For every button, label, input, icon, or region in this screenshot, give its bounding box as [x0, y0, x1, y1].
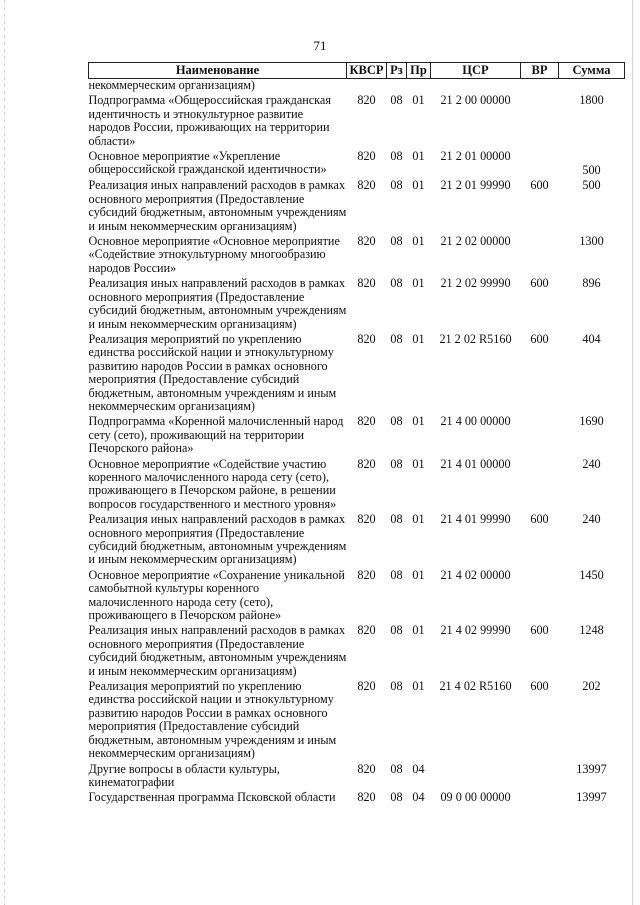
continuation-row [89, 79, 625, 95]
table-row [89, 458, 625, 514]
row-rz: 08 [390, 178, 403, 193]
row-name: Реализация иных направлений расходов в рамках основного мероприятия (Предоставление субсидий бюджетным, автономным учреждениям и иным некоммерческим организациям) [88, 512, 347, 567]
row-pr: 01 [412, 276, 425, 291]
row-pr: 01 [412, 623, 425, 638]
header-kvsr: КВСР [347, 63, 387, 79]
row-vr: 600 [530, 623, 549, 638]
row-pr: 01 [412, 178, 425, 193]
row-rz: 08 [390, 414, 403, 429]
row-name: Основное мероприятие «Содействие участию коренного малочисленного народа сету (сето), проживающего в Печорском районе, в решении вопросов государственного и местного уровня» [88, 456, 337, 511]
row-rz: 08 [390, 456, 403, 471]
table-row [89, 235, 625, 277]
table-row [89, 179, 625, 235]
row-pr: 01 [412, 679, 425, 694]
row-kvsr: 820 [357, 93, 376, 108]
row-sum: 1800 [579, 93, 604, 108]
row-vr [521, 415, 559, 457]
row-sum: 500 [582, 178, 601, 193]
row-csr: 21 2 01 99990 [440, 178, 511, 193]
row-vr [521, 763, 559, 792]
header-rz: Рз [387, 63, 407, 79]
row-sum: 202 [582, 679, 601, 694]
row-csr: 21 4 01 00000 [440, 456, 511, 471]
row-kvsr: 820 [357, 149, 376, 164]
row-pr: 01 [412, 456, 425, 471]
row-vr: 600 [530, 178, 549, 193]
row-rz: 08 [390, 149, 403, 164]
row-pr: 01 [412, 93, 425, 108]
row-csr: 21 4 01 99990 [440, 512, 511, 527]
row-sum: 896 [582, 276, 601, 291]
row-csr [431, 763, 521, 792]
row-rz: 08 [390, 276, 403, 291]
row-kvsr: 820 [357, 178, 376, 193]
row-sum: 13997 [576, 790, 607, 805]
row-name: Реализация иных направлений расходов в рамках основного мероприятия (Предоставление субсидий бюджетным, автономным учреждениям и иным некоммерческим организациям) [88, 623, 347, 678]
row-kvsr: 820 [357, 761, 376, 776]
table-row [89, 94, 625, 150]
row-name: Основное мероприятие «Основное мероприятие «Содействие этнокультурному многообразию народов России» [88, 234, 340, 275]
row-kvsr: 820 [357, 456, 376, 471]
table-row [89, 333, 625, 415]
row-sum: 1248 [579, 623, 604, 638]
row-vr [521, 235, 559, 277]
row-sum: 500 [582, 163, 601, 178]
row-csr: 21 2 02 R5160 [439, 331, 512, 346]
row-vr: 600 [530, 276, 549, 291]
row-csr: 21 4 02 00000 [440, 567, 511, 582]
table-row [89, 569, 625, 625]
row-pr: 01 [412, 414, 425, 429]
row-rz: 08 [390, 331, 403, 346]
header-vr: ВР [521, 63, 559, 79]
row-vr [521, 791, 559, 806]
row-rz: 08 [390, 93, 403, 108]
row-rz: 08 [390, 234, 403, 249]
header-name: Наименование [89, 63, 347, 79]
row-vr: 600 [530, 512, 549, 527]
header-csr: ЦСР [431, 63, 521, 79]
row-kvsr: 820 [357, 567, 376, 582]
row-name: Основное мероприятие «Укрепление общероссийской гражданской идентичности» [88, 149, 327, 177]
row-sum: 1450 [579, 567, 604, 582]
row-rz: 08 [390, 512, 403, 527]
row-csr: 09 0 00 00000 [440, 790, 511, 805]
row-pr: 01 [412, 234, 425, 249]
row-name: Реализация иных направлений расходов в рамках основного мероприятия (Предоставление субсидий бюджетным, автономным учреждениям и иным некоммерческим организациям) [88, 178, 347, 233]
continuation-text: некоммерческим организациям) [88, 78, 255, 92]
row-rz: 08 [390, 790, 403, 805]
row-csr: 21 4 02 99990 [440, 623, 511, 638]
row-sum: 240 [582, 456, 601, 471]
row-pr: 04 [412, 790, 425, 805]
row-sum: 404 [582, 331, 601, 346]
row-pr: 01 [412, 149, 425, 164]
row-vr [521, 94, 559, 150]
row-sum: 1690 [579, 414, 604, 429]
table-row [89, 680, 625, 762]
header-sum: Сумма [559, 63, 625, 79]
row-sum: 240 [582, 512, 601, 527]
row-kvsr: 820 [357, 234, 376, 249]
row-pr: 04 [412, 761, 425, 776]
row-rz: 08 [390, 679, 403, 694]
row-kvsr: 820 [357, 276, 376, 291]
row-name: Реализация иных направлений расходов в рамках основного мероприятия (Предоставление субсидий бюджетным, автономным учреждениям и иным некоммерческим организациям) [88, 276, 347, 331]
row-vr: 600 [530, 331, 549, 346]
table-row [89, 763, 625, 792]
scan-edge-right [632, 0, 633, 905]
table-row [89, 415, 625, 457]
row-csr: 21 2 01 00000 [440, 149, 511, 164]
row-rz: 08 [390, 567, 403, 582]
table-header-row [89, 63, 625, 79]
budget-table [88, 62, 625, 807]
row-kvsr: 820 [357, 414, 376, 429]
row-rz: 08 [390, 761, 403, 776]
row-vr [521, 569, 559, 625]
row-kvsr: 820 [357, 679, 376, 694]
scan-edge-left [4, 0, 5, 905]
table-row [89, 277, 625, 333]
row-name: Реализация мероприятий по укреплению единства российской нации и этнокультурному развитию народов России в рамках основного мероприятия (Предоставление субсидий бюджетным, автономным учреждениям и иным некоммерческим организациям) [88, 331, 337, 413]
row-kvsr: 820 [357, 512, 376, 527]
row-csr: 21 2 02 99990 [440, 276, 511, 291]
row-csr: 21 2 00 00000 [440, 93, 511, 108]
row-csr: 21 4 00 00000 [440, 414, 511, 429]
row-pr: 01 [412, 331, 425, 346]
row-rz: 08 [390, 623, 403, 638]
row-name: Другие вопросы в области культуры, кинематографии [88, 761, 280, 789]
row-vr [521, 458, 559, 514]
table-row [89, 624, 625, 680]
row-pr: 01 [412, 567, 425, 582]
row-name: Подпрограмма «Коренной малочисленный народ сету (сето), проживающий на территории Печорского района» [88, 414, 344, 456]
row-name: Государственная программа Псковской области [88, 790, 336, 805]
row-kvsr: 820 [357, 623, 376, 638]
row-name: Реализация мероприятий по укреплению единства российской нации и этнокультурному развитию народов России в рамках основного мероприятия (Предоставление субсидий бюджетным, автономным учреждениям и иным некоммерческим организациям) [88, 679, 337, 761]
row-csr: 21 4 02 R5160 [439, 679, 512, 694]
table-row [89, 791, 625, 806]
row-pr: 01 [412, 512, 425, 527]
row-kvsr: 820 [357, 790, 376, 805]
page-number: 71 [313, 38, 327, 53]
table-row [89, 150, 625, 179]
row-csr: 21 2 02 00000 [440, 234, 511, 249]
row-sum: 13997 [576, 761, 607, 776]
row-name: Основное мероприятие «Сохранение уникальной самобытной культуры коренного малочисленного народа сету (сето), проживающего в Печорском районе» [88, 567, 345, 623]
table-row [89, 513, 625, 569]
row-vr [521, 150, 559, 179]
row-vr: 600 [530, 679, 549, 694]
row-sum: 1300 [579, 234, 604, 249]
header-pr: Пр [407, 63, 431, 79]
row-kvsr: 820 [357, 331, 376, 346]
row-name: Подпрограмма «Общероссийская гражданская идентичность и этнокультурное развитие народов России, проживающих на территории области» [88, 93, 331, 148]
